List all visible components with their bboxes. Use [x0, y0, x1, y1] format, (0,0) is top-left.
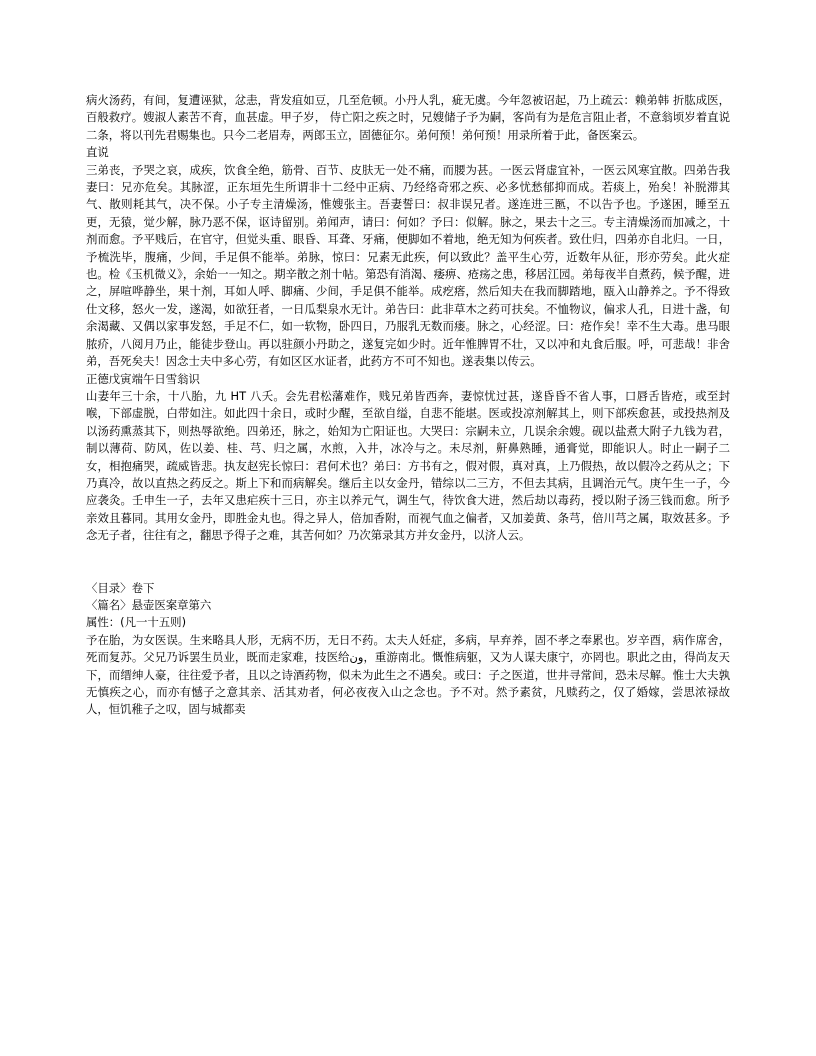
toc-line-volume: 〈目录〉卷下 [86, 580, 155, 595]
paragraph-yishuo-intro: 病火汤药，有间，复遭诬狱，忿恚，背发疽如豆，几至危顿。小丹人乳，疵无虞。今年忽被诏起，乃上疏云：赖弟韩 折肱成医，百般救疗。嫂淑人素苦不育，血甚虚。甲子岁， 侍亡阳之疾之时，兄嫂储子予为嗣，客尚有为是危言阻止者，不意翁顷岁着直说二条，将以刊先君赐集也。只今二老眉寿，两郎玉立，固德征尔。弟何预！弟何预！用录所着于此，备医案云。 [86, 93, 730, 142]
paragraph-zhishuo-body: 三弟丧，予哭之哀，成疾，饮食全绝，筋骨、百节、皮肤无一处不痛，而腰为甚。一医云肾虚宜补，一医云风寒宜散。四弟告我妻曰：兄亦危矣。其脉涩，正东垣先生所谓非十二经中正病、乃经络奇邪之疾、必多忧愁郁抑而成。若痰上，殆矣！补脱滞其气、散则耗其气，决不保。小子专主清燥汤，惟嫂张主。吾妻誓曰：叔非误兄者。遂连进三匦，不以告予也。予遂困，睡至五更，无猿，觉少解，脉乃恶不保，讴诗留别。弟闻声，请曰：何如？予曰：似解。脉之，果去十之三。专主清燥汤而加减之，十剂而愈。予平贱后，在官守，但觉头重、眼昏、耳聋、牙痛，便脚如不着地，绝无知为何疾者。致仕归，四弟亦自北归。一日，予梳洗毕，腹痛，少间，手足俱不能举。弟脉，惊曰：兄素无此疾，何以致此？盖平生心劳，近数年从征，形亦劳矣。此火症也。检《玉机微义》，余始一一知之。期辛散之剂十帖。第恐有消渴、痿痹、疮疡之患，移居江园。弟每夜半自煮药，候予醒，进之，屏喧哗静坐，果十剂，耳如人呼、脚痛、少间，手足俱不能举。成疙瘩，然后知夫在我而脚踏地，瓯入山静养之。予不得致仕文移，怒火一发，遂渴，如欲狂者，一日瓜梨泉水无计。弟告曰：此非草木之药可扶矣。不恤物议，偏求人孔，日进十盏，旬余渴藏、又偶以家事发怒，手足不仁，如一软物，卧四日，乃服乳无数而瘘。脉之，心经涩。曰：疮作矣！幸不生大毒。患马眼脓疥，八阅月乃止，能徒步登山。再以驻颜小丹助之，遂复完如少时。近年惟脾胃不壮，又以冲和丸食后服。呼，可悲哉！非舍弟，吾死矣夫！因念士夫中多心劳，有如区区水证者，此药方不可不知也。遂表集以传云。 [86, 162, 730, 369]
heading-zhishuo: 直说 [86, 145, 109, 160]
attribute-line: 属性：(凡一十五则) [86, 615, 187, 630]
section-gap [86, 545, 730, 580]
heading-zhengde-inscription: 正德戊寅端午日雪翁识 [86, 371, 200, 386]
document-body [86, 92, 730, 719]
toc-line-chapter: 〈篇名〉悬壶医案章第六 [86, 597, 212, 612]
paragraph-final-body: 予在胎，为女医误。生来略具人形，无病不历，无日不药。太夫人妊症，多病，早弃养，固不孝之奉累也。岁辛酉，病作席舍，死而复苏。父兄乃诉罢生员业，既而走家难，技医给ون，重游南北。慨惟病躯，又为人谋夫康宁，亦罔也。职此之由，得尚友天下，而缙绅人豪，往往爱予者，且以之诗酒药物，似未为此生之不遇矣。或曰：子之医道，世井寻常间，恐未尽解。惟士大夫孰无慎疾之心，而亦有憾子之意其亲、活其劝者，何必夜夜入山之念也。予不对。然予素贫，凡赎药之，仅了婚嫁，尝思浓禄故人，恒饥稚子之叹，固与城都卖 [86, 632, 730, 717]
paragraph-shannian-body: 山妻年三十余，十八胎，九 HT 八夭。会先君松藩难作，贱兄弟皆西奔，妻惊忧过甚，遂昏昏不省人事，口唇舌皆疮，或至封喉，下部虚脱，白带如注。如此四十余日，或时少醒，至欲自缢，自悲不能堪。医或投凉剂解其上，则下部疾愈甚，或投热剂及以汤药熏蒸其下，则热辱欲绝。四弟还，脉之，始知为亡阳证也。大哭曰：宗嗣未立，几误余余嫂。砚以盐煮大附子九钱为君，制以薄荷、防风，佐以姜、桂、芎、归之属，水煎，入井，冰冷与之。未尽剂，鼾鼻熟睡，通膏觉，即能识人。时止一嗣子二女，相抱痛哭，疏威皆悲。执友赵宪长惊曰：君何术也？弟曰：方书有之，假对假，真对真，上乃假热，故以假冷之药从之；下乃真冷，故以直热之药反之。斯上下和而病解矣。继后主以女金丹，错综以二三方，不但去其病，且调治元气。庚午生一子，今应袭灸。壬申生一子，去年又患疟疾十三日，亦主以养元气，调生气，待饮食大进，然后劫以毒药，授以附子汤三钱而愈。所予亲效且暮同。其用女金丹，即胜金丸也。得之异人，倍加香附，而视气血之偏者，又加姜黄、条芎，倍川芎之属，取效甚多。予念无子者，往往有之，翻思予得子之难，其苦何如？乃次第录其方并女金丹，以济人云。 [86, 388, 730, 543]
